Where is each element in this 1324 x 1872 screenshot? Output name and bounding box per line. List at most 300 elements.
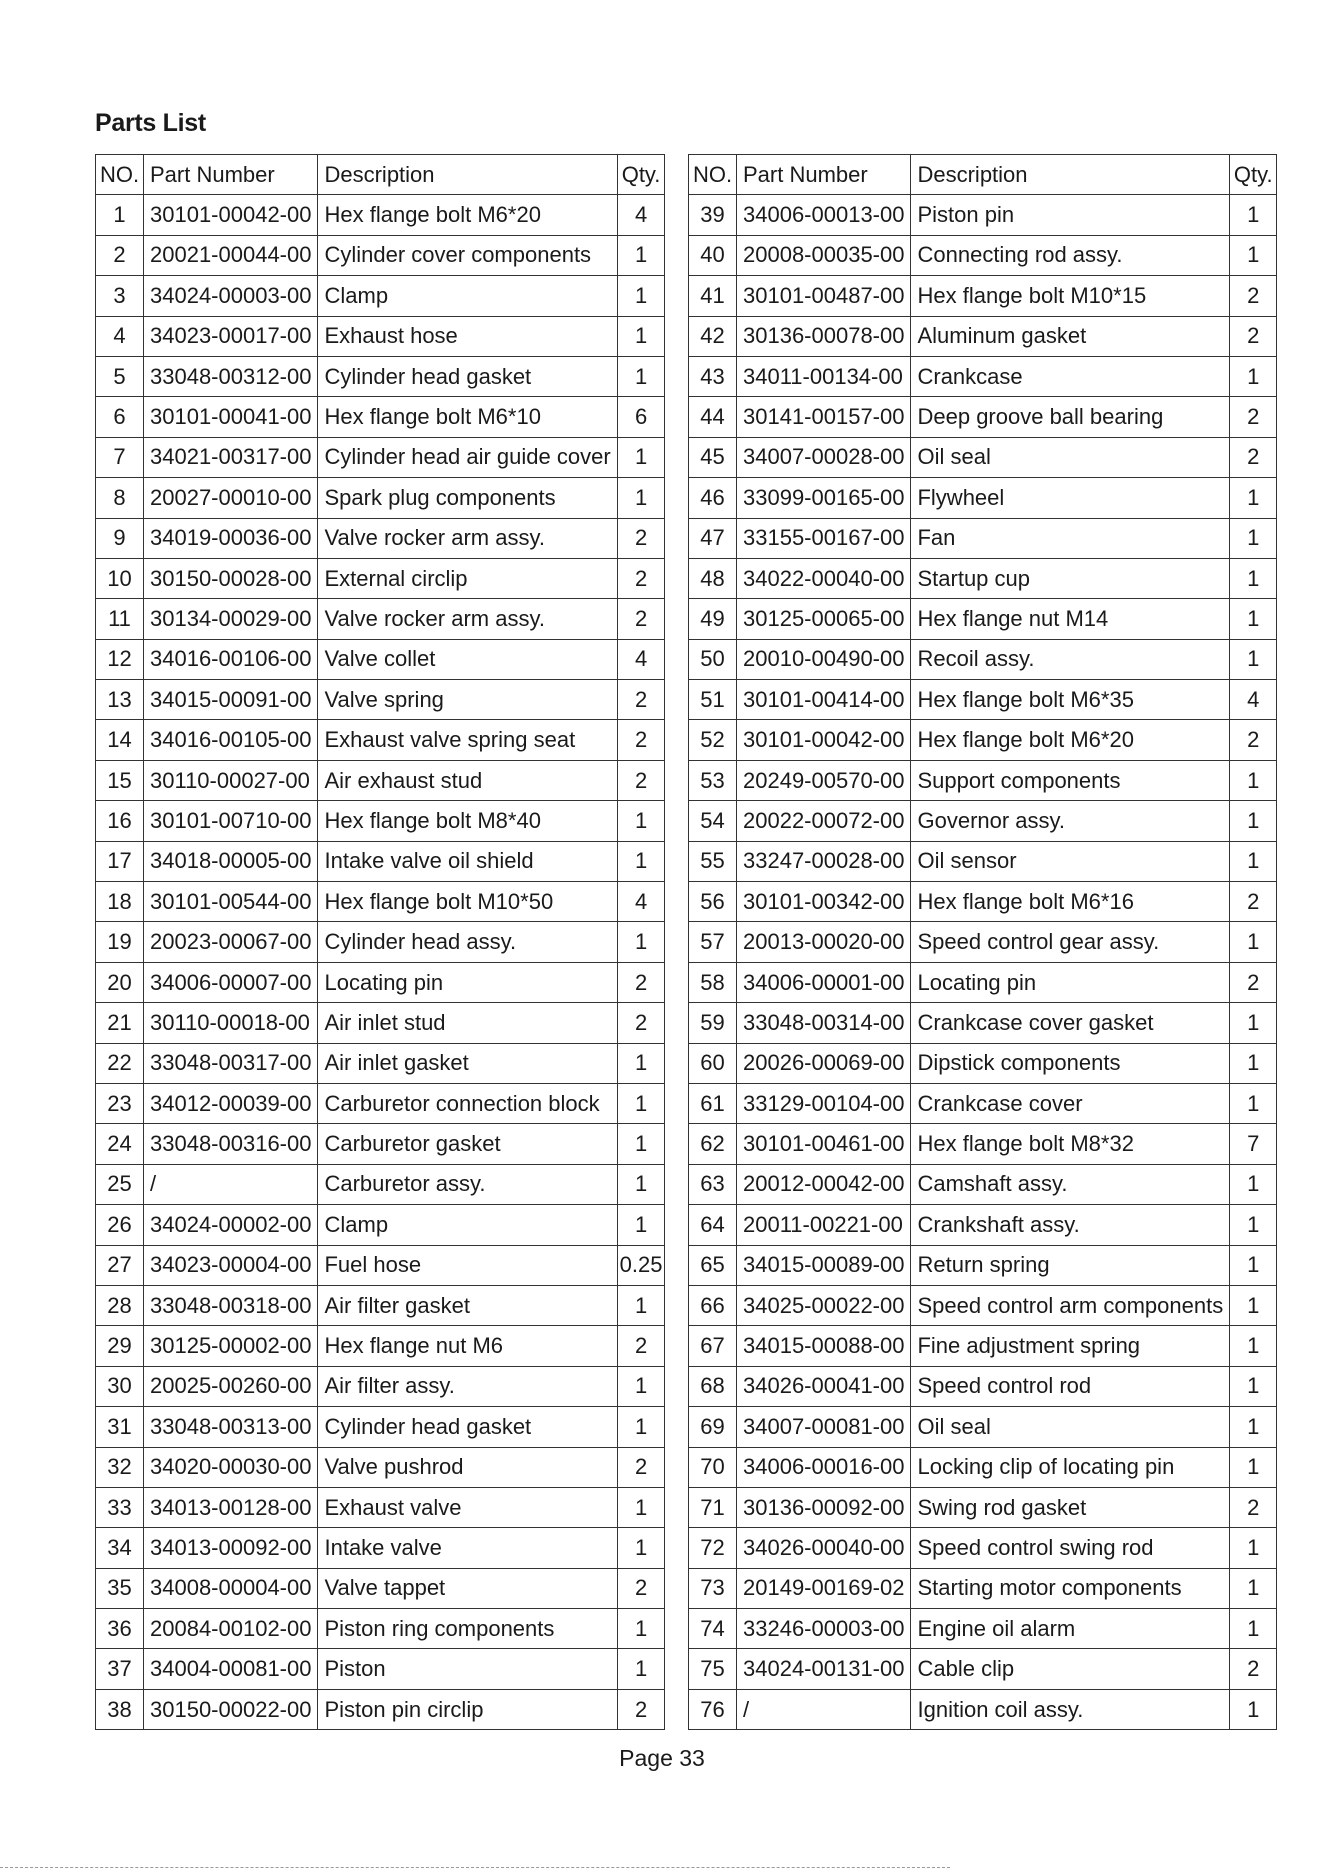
cell-description: Air inlet stud <box>318 1003 617 1043</box>
cell-qty: 6 <box>617 397 665 437</box>
cell-description: Ignition coil assy. <box>911 1689 1230 1729</box>
cell-description: Connecting rod assy. <box>911 235 1230 275</box>
table-row <box>689 1083 1277 1123</box>
cell-description: Camshaft assy. <box>911 1164 1230 1204</box>
cell-qty: 1 <box>1230 1326 1277 1366</box>
cell-description: Air inlet gasket <box>318 1043 617 1083</box>
cell-qty: 1 <box>1230 1689 1277 1729</box>
cell-description: Valve collet <box>318 639 617 679</box>
cell-part-number: 30101-00487-00 <box>737 276 911 316</box>
cell-part-number: 20023-00067-00 <box>144 922 318 962</box>
cell-qty: 2 <box>617 962 665 1002</box>
cell-description: Air filter assy. <box>318 1366 617 1406</box>
cell-qty: 1 <box>1230 1528 1277 1568</box>
cell-no: 7 <box>96 437 144 477</box>
table-row <box>689 276 1277 316</box>
cell-part-number: 34011-00134-00 <box>737 356 911 396</box>
table-header-row <box>689 155 1277 195</box>
table-row <box>689 720 1277 760</box>
cell-no: 15 <box>96 760 144 800</box>
table-row <box>689 599 1277 639</box>
cell-qty: 1 <box>617 478 665 518</box>
table-row <box>96 1689 665 1729</box>
cell-qty: 1 <box>617 1649 665 1689</box>
cell-no: 61 <box>689 1083 737 1123</box>
cell-qty: 1 <box>1230 1205 1277 1245</box>
cell-part-number: 20025-00260-00 <box>144 1366 318 1406</box>
cell-part-number: 34007-00028-00 <box>737 437 911 477</box>
cell-part-number: / <box>144 1164 318 1204</box>
cell-description: Exhaust hose <box>318 316 617 356</box>
cell-no: 17 <box>96 841 144 881</box>
cell-no: 29 <box>96 1326 144 1366</box>
cell-part-number: 20021-00044-00 <box>144 235 318 275</box>
cell-qty: 2 <box>617 760 665 800</box>
cell-part-number: 30141-00157-00 <box>737 397 911 437</box>
cell-description: Speed control rod <box>911 1366 1230 1406</box>
cell-no: 13 <box>96 680 144 720</box>
cell-qty: 1 <box>1230 1609 1277 1649</box>
cell-no: 26 <box>96 1205 144 1245</box>
cell-part-number: 20013-00020-00 <box>737 922 911 962</box>
header-part-number: Part Number <box>737 155 911 195</box>
cell-no: 56 <box>689 882 737 922</box>
cell-part-number: 30136-00078-00 <box>737 316 911 356</box>
cell-qty: 1 <box>617 1124 665 1164</box>
cell-no: 44 <box>689 397 737 437</box>
cell-description: Swing rod gasket <box>911 1487 1230 1527</box>
cell-description: Locating pin <box>318 962 617 1002</box>
table-row <box>96 1285 665 1325</box>
cell-part-number: 34008-00004-00 <box>144 1568 318 1608</box>
cell-part-number: 33048-00313-00 <box>144 1407 318 1447</box>
cell-qty: 1 <box>1230 558 1277 598</box>
table-row <box>96 1568 665 1608</box>
cell-no: 28 <box>96 1285 144 1325</box>
cell-description: Starting motor components <box>911 1568 1230 1608</box>
cell-part-number: 33048-00318-00 <box>144 1285 318 1325</box>
cell-qty: 1 <box>1230 1285 1277 1325</box>
cell-no: 75 <box>689 1649 737 1689</box>
cell-part-number: 34006-00007-00 <box>144 962 318 1002</box>
cell-qty: 1 <box>1230 195 1277 235</box>
cell-no: 45 <box>689 437 737 477</box>
cell-part-number: 34016-00106-00 <box>144 639 318 679</box>
cell-no: 47 <box>689 518 737 558</box>
table-row <box>96 518 665 558</box>
cell-description: Governor assy. <box>911 801 1230 841</box>
cell-no: 36 <box>96 1609 144 1649</box>
table-row <box>689 680 1277 720</box>
cell-no: 35 <box>96 1568 144 1608</box>
cell-part-number: 34019-00036-00 <box>144 518 318 558</box>
table-row <box>689 1487 1277 1527</box>
table-row <box>689 760 1277 800</box>
cell-part-number: 34006-00013-00 <box>737 195 911 235</box>
cell-description: Cable clip <box>911 1649 1230 1689</box>
cell-qty: 1 <box>1230 1366 1277 1406</box>
table-row <box>689 1003 1277 1043</box>
cell-part-number: 30110-00018-00 <box>144 1003 318 1043</box>
cell-description: Recoil assy. <box>911 639 1230 679</box>
table-row <box>689 639 1277 679</box>
cell-qty: 1 <box>617 841 665 881</box>
cell-no: 19 <box>96 922 144 962</box>
cell-description: Clamp <box>318 276 617 316</box>
cell-qty: 7 <box>1230 1124 1277 1164</box>
cell-description: Piston ring components <box>318 1609 617 1649</box>
cell-qty: 1 <box>1230 1245 1277 1285</box>
cell-no: 76 <box>689 1689 737 1729</box>
cell-part-number: 30101-00042-00 <box>737 720 911 760</box>
table-row <box>96 558 665 598</box>
cell-part-number: 34006-00001-00 <box>737 962 911 1002</box>
cell-part-number: 34024-00131-00 <box>737 1649 911 1689</box>
header-qty: Qty. <box>1230 155 1277 195</box>
table-row <box>689 1568 1277 1608</box>
cell-part-number: 34004-00081-00 <box>144 1649 318 1689</box>
cell-part-number: 20149-00169-02 <box>737 1568 911 1608</box>
cell-no: 8 <box>96 478 144 518</box>
cell-no: 12 <box>96 639 144 679</box>
cell-part-number: 33246-00003-00 <box>737 1609 911 1649</box>
cell-no: 66 <box>689 1285 737 1325</box>
cell-description: Valve tappet <box>318 1568 617 1608</box>
cell-no: 27 <box>96 1245 144 1285</box>
cell-description: Hex flange bolt M8*40 <box>318 801 617 841</box>
table-row <box>689 316 1277 356</box>
cell-no: 57 <box>689 922 737 962</box>
cell-no: 55 <box>689 841 737 881</box>
cell-description: Intake valve oil shield <box>318 841 617 881</box>
table-row <box>96 720 665 760</box>
cell-qty: 1 <box>1230 801 1277 841</box>
cell-no: 32 <box>96 1447 144 1487</box>
cell-qty: 1 <box>617 1083 665 1123</box>
cell-part-number: 20012-00042-00 <box>737 1164 911 1204</box>
cell-qty: 1 <box>617 1043 665 1083</box>
table-row <box>96 1245 665 1285</box>
cell-qty: 2 <box>617 720 665 760</box>
table-row <box>96 760 665 800</box>
cell-description: Cylinder head gasket <box>318 1407 617 1447</box>
header-no: NO. <box>689 155 737 195</box>
cell-qty: 2 <box>1230 1649 1277 1689</box>
table-row <box>96 599 665 639</box>
cell-no: 21 <box>96 1003 144 1043</box>
cell-qty: 4 <box>617 882 665 922</box>
cell-part-number: 34025-00022-00 <box>737 1285 911 1325</box>
cell-description: Clamp <box>318 1205 617 1245</box>
table-row <box>689 841 1277 881</box>
header-part-number: Part Number <box>144 155 318 195</box>
cell-qty: 1 <box>1230 922 1277 962</box>
cell-no: 1 <box>96 195 144 235</box>
table-row <box>96 276 665 316</box>
cell-description: Support components <box>911 760 1230 800</box>
cell-description: Locking clip of locating pin <box>911 1447 1230 1487</box>
cell-description: Valve pushrod <box>318 1447 617 1487</box>
cell-description: Crankshaft assy. <box>911 1205 1230 1245</box>
cell-no: 38 <box>96 1689 144 1729</box>
cell-qty: 1 <box>617 235 665 275</box>
cell-no: 4 <box>96 316 144 356</box>
cell-no: 64 <box>689 1205 737 1245</box>
cell-qty: 1 <box>1230 599 1277 639</box>
cell-qty: 2 <box>617 1568 665 1608</box>
table-row <box>96 316 665 356</box>
cell-description: Hex flange bolt M10*50 <box>318 882 617 922</box>
cell-qty: 1 <box>1230 760 1277 800</box>
cell-description: External circlip <box>318 558 617 598</box>
cell-description: Flywheel <box>911 478 1230 518</box>
parts-table-right <box>688 154 1277 1730</box>
cell-qty: 1 <box>617 1528 665 1568</box>
cell-no: 11 <box>96 599 144 639</box>
cell-part-number: 34013-00128-00 <box>144 1487 318 1527</box>
cell-qty: 1 <box>617 437 665 477</box>
cell-part-number: 20084-00102-00 <box>144 1609 318 1649</box>
cell-description: Oil seal <box>911 1407 1230 1447</box>
cell-part-number: 20022-00072-00 <box>737 801 911 841</box>
cell-qty: 2 <box>1230 1487 1277 1527</box>
cell-no: 41 <box>689 276 737 316</box>
table-row <box>96 1164 665 1204</box>
page-title: Parts List <box>95 109 206 137</box>
cell-part-number: 30134-00029-00 <box>144 599 318 639</box>
cell-part-number: 33048-00317-00 <box>144 1043 318 1083</box>
cell-description: Valve rocker arm assy. <box>318 518 617 558</box>
cell-qty: 2 <box>617 558 665 598</box>
cell-no: 68 <box>689 1366 737 1406</box>
table-row <box>96 922 665 962</box>
cell-qty: 2 <box>1230 882 1277 922</box>
cell-no: 14 <box>96 720 144 760</box>
cell-description: Air exhaust stud <box>318 760 617 800</box>
cell-description: Air filter gasket <box>318 1285 617 1325</box>
cell-no: 30 <box>96 1366 144 1406</box>
cell-description: Piston <box>318 1649 617 1689</box>
cell-part-number: 33048-00312-00 <box>144 356 318 396</box>
cell-qty: 2 <box>1230 437 1277 477</box>
cell-part-number: 20026-00069-00 <box>737 1043 911 1083</box>
table-row <box>96 1609 665 1649</box>
cell-description: Hex flange bolt M6*20 <box>318 195 617 235</box>
header-description: Description <box>318 155 617 195</box>
cell-qty: 1 <box>617 1205 665 1245</box>
cell-description: Return spring <box>911 1245 1230 1285</box>
cell-no: 25 <box>96 1164 144 1204</box>
cell-no: 40 <box>689 235 737 275</box>
cell-no: 5 <box>96 356 144 396</box>
cell-part-number: 30101-00041-00 <box>144 397 318 437</box>
cell-description: Hex flange bolt M10*15 <box>911 276 1230 316</box>
cell-description: Hex flange bolt M6*20 <box>911 720 1230 760</box>
cell-part-number: 30136-00092-00 <box>737 1487 911 1527</box>
cell-qty: 2 <box>1230 276 1277 316</box>
cell-no: 74 <box>689 1609 737 1649</box>
parts-table-left <box>95 154 665 1730</box>
table-row <box>96 1649 665 1689</box>
cell-description: Startup cup <box>911 558 1230 598</box>
cell-qty: 1 <box>1230 841 1277 881</box>
cell-no: 48 <box>689 558 737 598</box>
cell-part-number: 30110-00027-00 <box>144 760 318 800</box>
cell-no: 71 <box>689 1487 737 1527</box>
cell-no: 37 <box>96 1649 144 1689</box>
cell-description: Valve spring <box>318 680 617 720</box>
table-row <box>96 1447 665 1487</box>
cell-part-number: 30101-00414-00 <box>737 680 911 720</box>
cell-qty: 2 <box>1230 962 1277 1002</box>
cell-part-number: 33155-00167-00 <box>737 518 911 558</box>
table-row <box>96 195 665 235</box>
cell-description: Cylinder head gasket <box>318 356 617 396</box>
cell-part-number: 34020-00030-00 <box>144 1447 318 1487</box>
cell-description: Carburetor connection block <box>318 1083 617 1123</box>
cell-description: Spark plug components <box>318 478 617 518</box>
table-row <box>96 801 665 841</box>
table-row <box>96 639 665 679</box>
cell-description: Hex flange bolt M6*10 <box>318 397 617 437</box>
cell-qty: 1 <box>617 316 665 356</box>
cell-part-number: 34026-00041-00 <box>737 1366 911 1406</box>
cell-qty: 1 <box>1230 1083 1277 1123</box>
table-row <box>96 356 665 396</box>
cell-no: 10 <box>96 558 144 598</box>
cell-qty: 1 <box>617 801 665 841</box>
cell-part-number: 34018-00005-00 <box>144 841 318 881</box>
table-row <box>689 558 1277 598</box>
bottom-rule <box>0 1867 950 1868</box>
cell-no: 65 <box>689 1245 737 1285</box>
cell-description: Hex flange nut M14 <box>911 599 1230 639</box>
cell-description: Fan <box>911 518 1230 558</box>
page-number: Page 33 <box>619 1745 705 1771</box>
cell-description: Cylinder cover components <box>318 235 617 275</box>
table-row <box>96 1487 665 1527</box>
cell-no: 6 <box>96 397 144 437</box>
cell-part-number: 33048-00316-00 <box>144 1124 318 1164</box>
cell-description: Valve rocker arm assy. <box>318 599 617 639</box>
table-row <box>689 1164 1277 1204</box>
cell-qty: 1 <box>1230 235 1277 275</box>
cell-description: Cylinder head air guide cover <box>318 437 617 477</box>
cell-no: 23 <box>96 1083 144 1123</box>
table-row <box>689 801 1277 841</box>
cell-part-number: 20011-00221-00 <box>737 1205 911 1245</box>
cell-description: Crankcase cover gasket <box>911 1003 1230 1043</box>
table-row <box>689 195 1277 235</box>
table-row <box>689 1689 1277 1729</box>
cell-qty: 4 <box>617 195 665 235</box>
cell-no: 51 <box>689 680 737 720</box>
cell-description: Speed control swing rod <box>911 1528 1230 1568</box>
cell-qty: 2 <box>617 1689 665 1729</box>
cell-part-number: / <box>737 1689 911 1729</box>
table-row <box>689 922 1277 962</box>
cell-qty: 1 <box>617 356 665 396</box>
cell-description: Fine adjustment spring <box>911 1326 1230 1366</box>
cell-no: 31 <box>96 1407 144 1447</box>
cell-qty: 1 <box>1230 1003 1277 1043</box>
cell-no: 16 <box>96 801 144 841</box>
cell-part-number: 20008-00035-00 <box>737 235 911 275</box>
cell-qty: 2 <box>617 680 665 720</box>
cell-qty: 1 <box>1230 1164 1277 1204</box>
table-row <box>689 1285 1277 1325</box>
cell-no: 70 <box>689 1447 737 1487</box>
cell-qty: 1 <box>1230 356 1277 396</box>
cell-no: 59 <box>689 1003 737 1043</box>
cell-description: Piston pin circlip <box>318 1689 617 1729</box>
cell-part-number: 30101-00042-00 <box>144 195 318 235</box>
table-row <box>689 1528 1277 1568</box>
cell-qty: 1 <box>1230 639 1277 679</box>
cell-no: 2 <box>96 235 144 275</box>
cell-description: Crankcase cover <box>911 1083 1230 1123</box>
cell-qty: 2 <box>1230 316 1277 356</box>
cell-qty: 1 <box>617 1609 665 1649</box>
cell-part-number: 34021-00317-00 <box>144 437 318 477</box>
cell-no: 50 <box>689 639 737 679</box>
cell-no: 42 <box>689 316 737 356</box>
cell-qty: 1 <box>1230 1568 1277 1608</box>
table-row <box>689 962 1277 1002</box>
cell-part-number: 30101-00710-00 <box>144 801 318 841</box>
cell-description: Fuel hose <box>318 1245 617 1285</box>
cell-no: 62 <box>689 1124 737 1164</box>
table-row <box>96 841 665 881</box>
table-row <box>689 1124 1277 1164</box>
cell-qty: 1 <box>617 1407 665 1447</box>
table-row <box>689 397 1277 437</box>
cell-description: Intake valve <box>318 1528 617 1568</box>
table-row <box>689 1447 1277 1487</box>
cell-part-number: 30125-00002-00 <box>144 1326 318 1366</box>
cell-qty: 1 <box>1230 478 1277 518</box>
cell-description: Hex flange bolt M6*16 <box>911 882 1230 922</box>
cell-part-number: 33129-00104-00 <box>737 1083 911 1123</box>
table-row <box>96 1366 665 1406</box>
table-row <box>689 1043 1277 1083</box>
cell-qty: 1 <box>617 1164 665 1204</box>
cell-no: 54 <box>689 801 737 841</box>
table-row <box>689 1366 1277 1406</box>
cell-description: Carburetor assy. <box>318 1164 617 1204</box>
cell-part-number: 30150-00028-00 <box>144 558 318 598</box>
cell-no: 58 <box>689 962 737 1002</box>
table-row <box>96 1083 665 1123</box>
cell-description: Engine oil alarm <box>911 1609 1230 1649</box>
table-row <box>689 437 1277 477</box>
cell-description: Dipstick components <box>911 1043 1230 1083</box>
cell-description: Piston pin <box>911 195 1230 235</box>
cell-part-number: 33099-00165-00 <box>737 478 911 518</box>
cell-no: 39 <box>689 195 737 235</box>
cell-part-number: 34022-00040-00 <box>737 558 911 598</box>
cell-description: Speed control arm components <box>911 1285 1230 1325</box>
cell-qty: 1 <box>1230 1407 1277 1447</box>
cell-part-number: 34023-00004-00 <box>144 1245 318 1285</box>
cell-qty: 2 <box>1230 720 1277 760</box>
table-row <box>689 882 1277 922</box>
cell-qty: 1 <box>617 1487 665 1527</box>
table-row <box>689 1407 1277 1447</box>
cell-part-number: 20249-00570-00 <box>737 760 911 800</box>
cell-description: Oil sensor <box>911 841 1230 881</box>
cell-no: 60 <box>689 1043 737 1083</box>
